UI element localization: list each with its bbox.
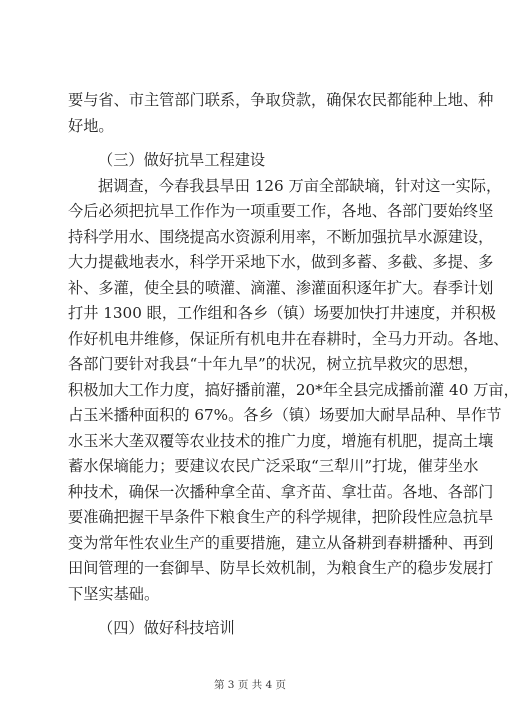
paragraph-line: 据调查，今春我县旱田 126 万亩全部缺墒，针对这一实际， — [98, 176, 502, 195]
paragraph-line: 下坚实基础。 — [68, 584, 160, 603]
paragraph-line: 积极加大工作力度，搞好播前灌，20*年全县完成播前灌 40 万亩， — [68, 380, 519, 399]
paragraph-line: 各部门要针对我县“十年九旱”的状况，树立抗旱救灾的思想， — [68, 355, 479, 373]
page-number: 第 3 页 共 4 页 — [213, 679, 287, 691]
paragraph-line: 作好机电井维修，保证所有机电井在春耕时，全马力开动。各地、 — [68, 329, 509, 348]
document-body — [68, 88, 519, 642]
section-heading-3: （三）做好抗旱工程建设 — [98, 151, 266, 169]
paragraph-line: 好地。 — [68, 116, 114, 135]
paragraph-line: 打井 1300 眼，工作组和各乡（镇）场要加快打井速度，并积极 — [68, 304, 496, 322]
paragraph-line: 大力提截地表水，科学开采地下水，做到多蓄、多截、多提、多 — [68, 253, 494, 271]
paragraph-line: 今后必须把抗旱工作作为一项重要工作，各地、各部门要始终坚 — [68, 202, 494, 220]
paragraph-line: 变为常年性农业生产的重要措施，建立从备耕到春耕播种、再到 — [68, 533, 494, 552]
paragraph-line: 要与省、市主管部门联系，争取贷款，确保农民都能种上地、种 — [68, 91, 494, 109]
paragraph-line: 蓄水保墒能力；要建议农民广泛采取“三犁川”打垅，催芽坐水 — [68, 457, 479, 475]
paragraph-line: 占玉米播种面积的 67%。各乡（镇）场要加大耐旱品种、旱作节 — [68, 406, 502, 424]
section-heading-4: （四）做好科技培训 — [98, 619, 235, 637]
paragraph-line: 田间管理的一套御旱、防旱长效机制，为粮食生产的稳步发展打 — [68, 559, 494, 577]
paragraph-line: 持科学用水、围绕提高水资源利用率，不断加强抗旱水源建设， — [68, 227, 494, 246]
paragraph-line: 要准确把握干旱条件下粮食生产的科学规律，把阶段性应急抗旱 — [68, 508, 494, 526]
paragraph-line: 水玉米大垄双覆等农业技术的推广力度，增施有机肥，提高土壤 — [68, 431, 494, 450]
paragraph-line: 种技术，确保一次播种拿全苗、拿齐苗、拿壮苗。各地、各部门 — [68, 482, 494, 501]
paragraph-line: 补、多灌，使全县的喷灌、滴灌、渗灌面积逐年扩大。春季计划 — [68, 278, 494, 297]
